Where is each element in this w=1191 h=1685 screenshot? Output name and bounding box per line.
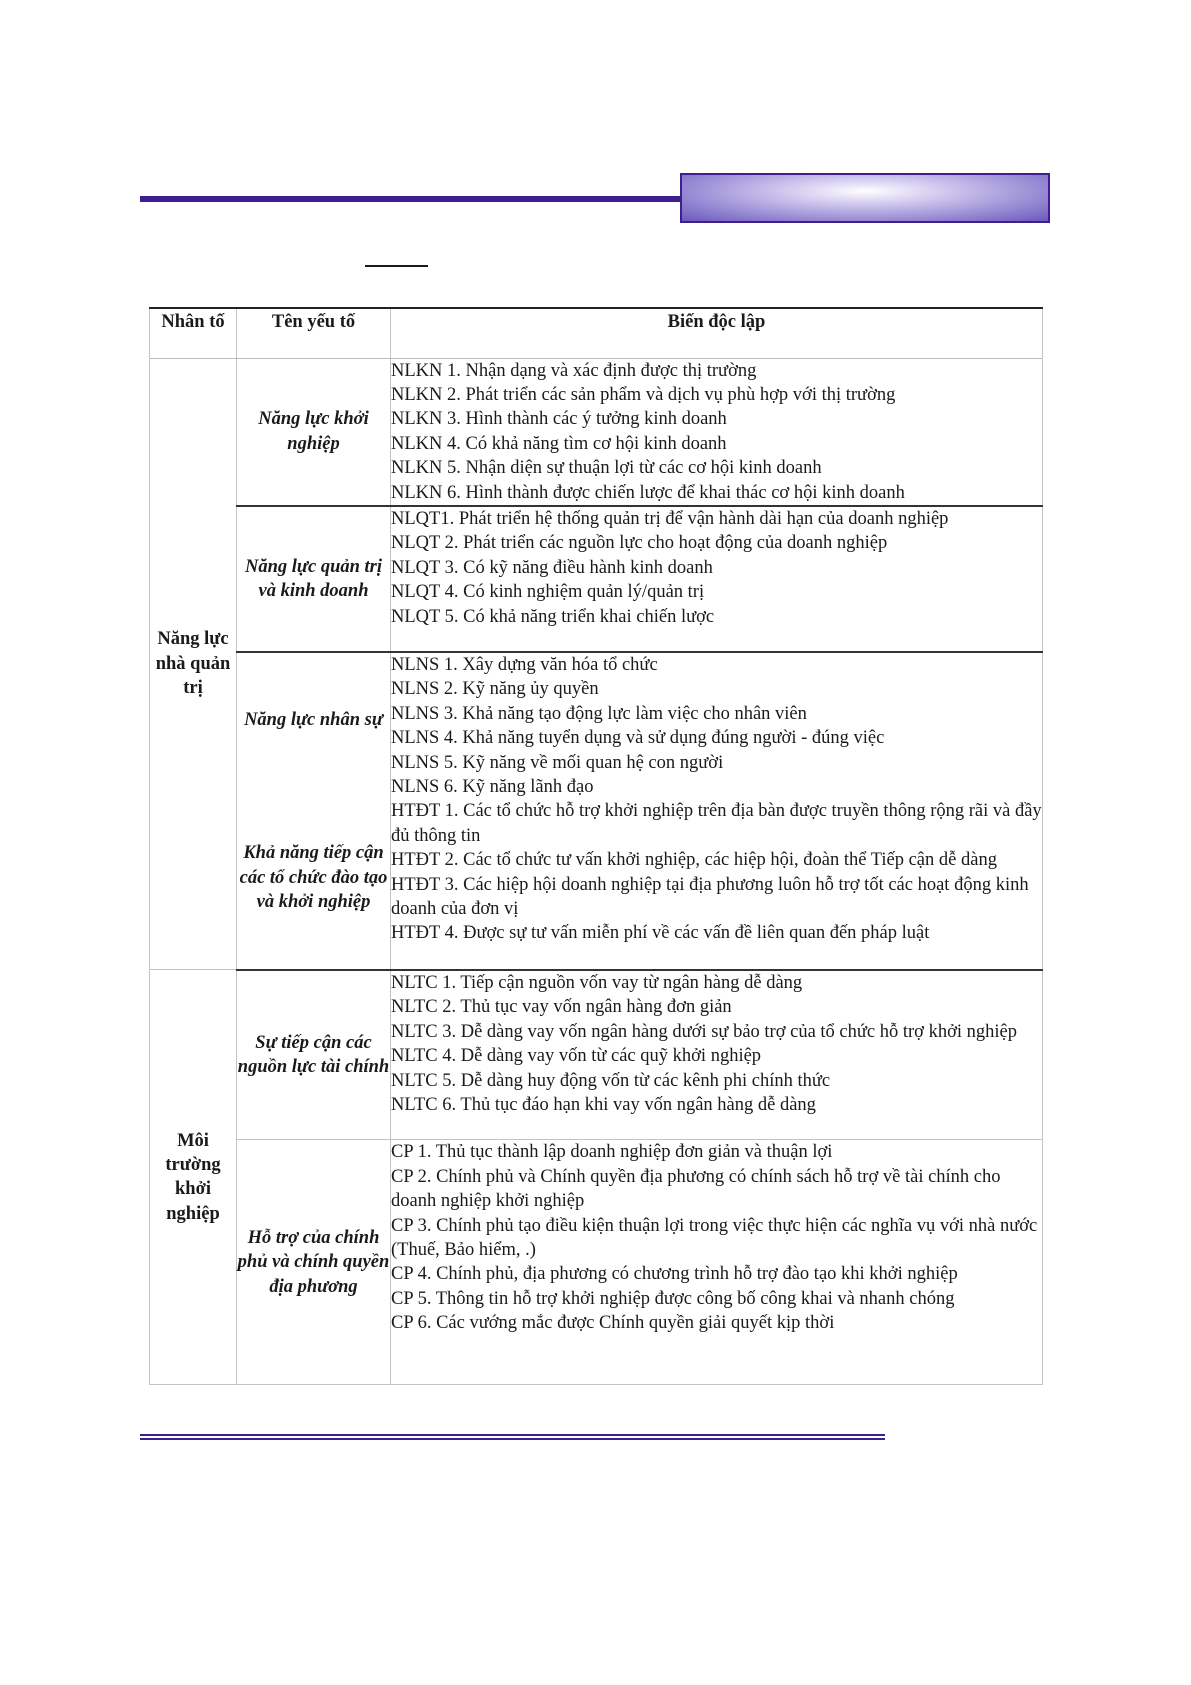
group-name: Hỗ trợ của chính phủ và chính quyền địa phương (237, 1140, 391, 1385)
list-item: CP 2. Chính phủ và Chính quyền địa phương có chính sách hỗ trợ về tài chính cho doanh nghiệp khởi nghiệp (391, 1166, 1001, 1212)
factors-table (149, 307, 1043, 1385)
list-item: NLNS 1. Xây dựng văn hóa tổ chức (391, 654, 658, 675)
list-item: NLKN 2. Phát triển các sản phẩm và dịch vụ phù hợp với thị trường (391, 384, 896, 405)
list-item: HTĐT 4. Được sự tư vấn miễn phí về các vấn đề liên quan đến pháp luật (391, 923, 930, 944)
table-row (150, 970, 1043, 1140)
header-rule (140, 196, 684, 202)
list-item: HTĐT 2. Các tổ chức tư vấn khởi nghiệp, các hiệp hội, đoàn thể Tiếp cận dễ dàng (391, 850, 997, 871)
list-item: NLNS 6. Kỹ năng lãnh đạo (391, 776, 594, 797)
list-item: CP 6. Các vướng mắc được Chính quyền giải quyết kịp thời (391, 1313, 835, 1334)
table-row (150, 652, 1043, 970)
header-factor: Nhân tố (150, 308, 237, 358)
group-items (391, 970, 1043, 1140)
group-name: Năng lực nhân sự (244, 709, 383, 730)
list-item: NLKN 1. Nhận dạng và xác định được thị trường (391, 360, 757, 381)
group-name-stack (237, 652, 391, 970)
title-underline (365, 265, 428, 267)
list-item: NLQT1. Phát triển hệ thống quản trị để vận hành dài hạn của doanh nghiệp (391, 508, 949, 529)
group-items (391, 652, 1043, 970)
list-item: CP 4. Chính phủ, địa phương có chương trình hỗ trợ đào tạo khi khởi nghiệp (391, 1264, 958, 1285)
list-item: NLNS 2. Kỹ năng ủy quyền (391, 679, 599, 700)
group-items (391, 1140, 1043, 1385)
list-item: NLQT 2. Phát triển các nguồn lực cho hoạt động của doanh nghiệp (391, 533, 888, 554)
header-variables: Biến độc lập (391, 308, 1043, 358)
list-item: NLTC 5. Dễ dàng huy động vốn từ các kênh phi chính thức (391, 1070, 831, 1091)
list-item: NLKN 5. Nhận diện sự thuận lợi từ các cơ hội kinh doanh (391, 458, 822, 479)
footer-rule (140, 1434, 885, 1440)
list-item: NLTC 1. Tiếp cận nguồn vốn vay từ ngân hàng dễ dàng (391, 972, 803, 993)
list-item: NLTC 3. Dễ dàng vay vốn ngân hàng dưới sự bảo trợ của tổ chức hỗ trợ khởi nghiệp (391, 1021, 1017, 1042)
factor-cell: Năng lực nhà quản trị (150, 358, 237, 970)
list-item: NLQT 4. Có kinh nghiệm quản lý/quản trị (391, 582, 705, 603)
group-items (391, 506, 1043, 652)
header-name: Tên yếu tố (237, 308, 391, 358)
table-row (150, 506, 1043, 652)
group-name: Sự tiếp cận các nguồn lực tài chính (237, 970, 391, 1140)
header-box (680, 173, 1050, 223)
list-item: NLQT 3. Có kỹ năng điều hành kinh doanh (391, 557, 713, 578)
list-item: NLKN 3. Hình thành các ý tưởng kinh doanh (391, 409, 727, 430)
list-item: CP 5. Thông tin hỗ trợ khởi nghiệp được công bố công khai và nhanh chóng (391, 1288, 955, 1309)
group-name: Khả năng tiếp cận các tổ chức đào tạo và khởi nghiệp (239, 843, 388, 912)
list-item: HTĐT 1. Các tổ chức hỗ trợ khởi nghiệp trên địa bàn được truyền thông rộng rãi và đầy đủ thông tin (391, 801, 1042, 846)
list-item: NLTC 4. Dễ dàng vay vốn từ các quỹ khởi nghiệp (391, 1046, 762, 1067)
list-item: NLKN 6. Hình thành được chiến lược để khai thác cơ hội kinh doanh (391, 482, 905, 503)
list-item: CP 1. Thủ tục thành lập doanh nghiệp đơn giản và thuận lợi (391, 1142, 833, 1163)
list-item: CP 3. Chính phủ tạo điều kiện thuận lợi trong việc thực hiện các nghĩa vụ với nhà nước (Thuế, Bảo hiểm, .) (391, 1215, 1038, 1261)
list-item: NLQT 5. Có khả năng triển khai chiến lược (391, 606, 715, 627)
group-name: Năng lực quản trị và kinh doanh (237, 506, 391, 652)
group-name: Năng lực khởi nghiệp (237, 358, 391, 506)
list-item: NLNS 3. Khả năng tạo động lực làm việc cho nhân viên (391, 703, 807, 724)
table-row (150, 358, 1043, 506)
list-item: NLKN 4. Có khả năng tìm cơ hội kinh doanh (391, 433, 727, 454)
group-items (391, 358, 1043, 506)
factor-cell: Môi trường khởi nghiệp (150, 970, 237, 1385)
list-item: NLTC 6. Thủ tục đáo hạn khi vay vốn ngân hàng dễ dàng (391, 1094, 816, 1115)
list-item: HTĐT 3. Các hiệp hội doanh nghiệp tại địa phương luôn hỗ trợ tốt các hoạt động kinh doanh của đơn vị (391, 874, 1029, 919)
table-row (150, 1140, 1043, 1385)
list-item: NLNS 4. Khả năng tuyển dụng và sử dụng đúng người - đúng việc (391, 728, 885, 749)
list-item: NLNS 5. Kỹ năng về mối quan hệ con người (391, 752, 724, 773)
list-item: NLTC 2. Thủ tục vay vốn ngân hàng đơn giản (391, 997, 732, 1018)
